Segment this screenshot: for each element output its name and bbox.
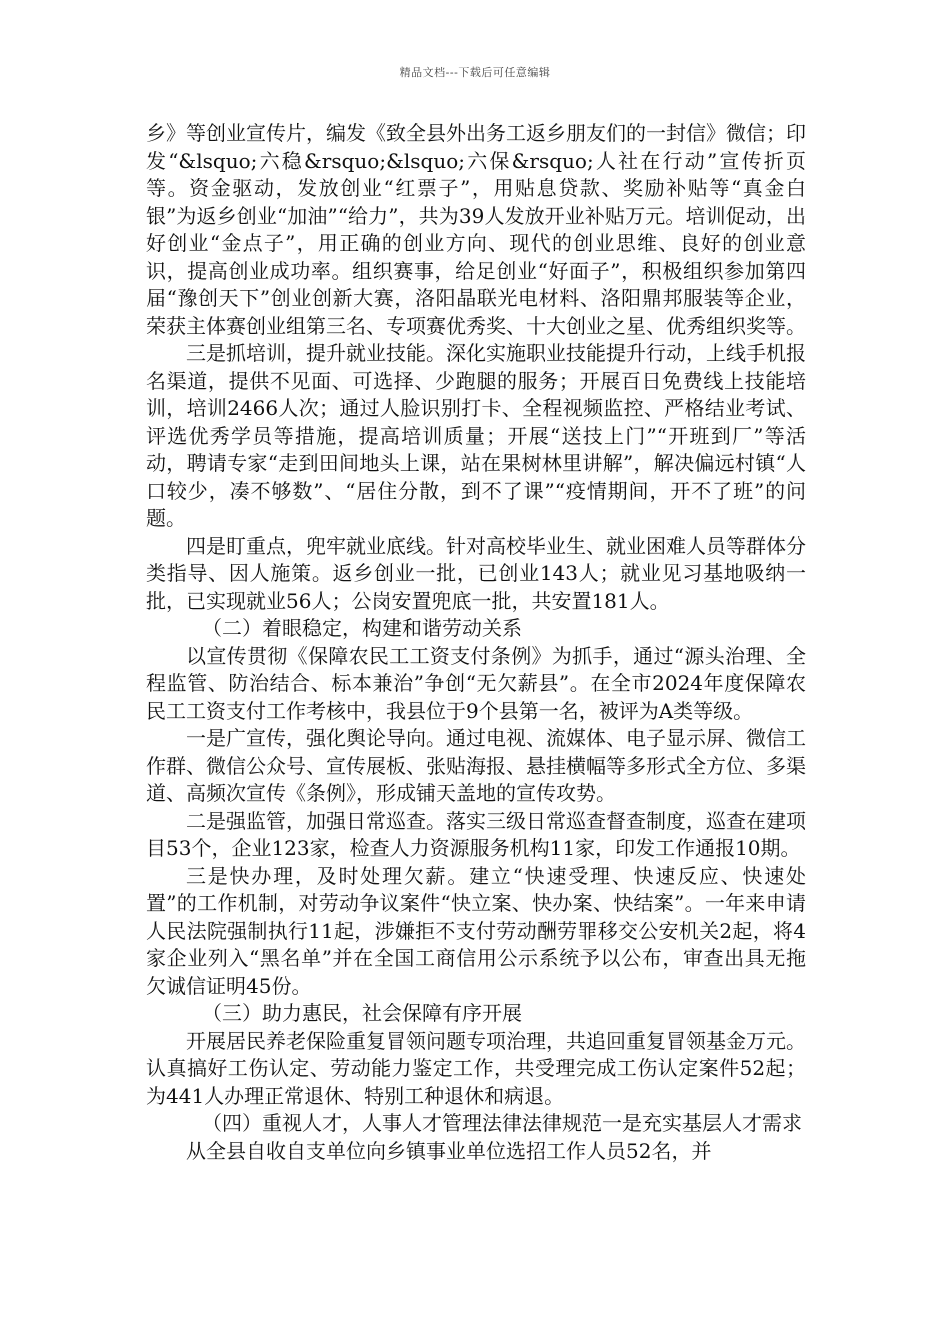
paragraph-continuation: 乡》等创业宣传片，编发《致全县外出务工返乡朋友们的一封信》微信；印发“&lsquo;六稳&rsquo;&lsquo;六保&rsquo;人社在行动”宣传折页等。资金驱动，发放创业“红票子”，用贴息贷款、奖励补贴等“真金白银”为返乡创业“加油”“给力”，共为39人发放开业补贴万元。培训促动，出好创业“金点子”，用正确的创业方向、现代的创业思维、良好的创业意识，提高创业成功率。组织赛事，给足创业“好面子”，积极组织参加第四届“豫创天下”创业创新大赛，洛阳晶联光电材料、洛阳鼎邦服装等企业，荣获主体赛创业组第三名、专项赛优秀奖、十大创业之星、优秀组织奖等。 [146, 121, 806, 338]
section-heading: （二）着眼稳定，构建和谐劳动关系 [202, 616, 522, 640]
paragraph: 以宣传贯彻《保障农民工工资支付条例》为抓手，通过“源头治理、全程监管、防治结合、标本兼治”争创“无欠薪县”。在全市2024年度保障农民工工资支付工作考核中，我县位于9个县第一名，被评为A类等级。 [146, 643, 806, 723]
paragraph: 三是快办理，及时处理欠薪。建立“快速受理、快速反应、快速处置”的工作机制，对劳动争议案件“快立案、快办案、快结案”。一年来申请人民法院强制执行11起，涉嫌拒不支付劳动酬劳罪移交公安机关2起，将4家企业列入“黑名单”并在全国工商信用公示系统予以公布，审查出具无拖欠诚信证明45份。 [146, 863, 806, 998]
paragraph: 四是盯重点，兜牢就业底线。针对高校毕业生、就业困难人员等群体分类指导、因人施策。返乡创业一批，已创业143人；就业见习基地吸纳一批，已实现就业56人；公岗安置兜底一批，共安置181人。 [146, 533, 806, 613]
section-heading: （三）助力惠民，社会保障有序开展 [202, 1001, 522, 1025]
paragraph: 二是强监管，加强日常巡查。落实三级日常巡查督查制度，巡查在建项目53个，企业123家，检查人力资源服务机构11家，印发工作通报10期。 [146, 808, 806, 860]
paragraph: 一是广宣传，强化舆论导向。通过电视、流媒体、电子显示屏、微信工作群、微信公众号、宣传展板、张贴海报、悬挂横幅等多形式全方位、多渠道、高频次宣传《条例》，形成铺天盖地的宣传攻势。 [146, 726, 806, 805]
document-body [146, 120, 806, 1165]
paragraph: 开展居民养老保险重复冒领问题专项治理，共追回重复冒领基金万元。认真搞好工伤认定、劳动能力鉴定工作，共受理完成工伤认定案件52起；为441人办理正常退休、特别工种退休和病退。 [146, 1028, 806, 1108]
page-header: 精品文档---下载后可任意编辑 [399, 66, 551, 79]
section-heading: （四）重视人才，人事人才管理法律法律规范一是充实基层人才需求 [202, 1111, 802, 1135]
paragraph: 三是抓培训，提升就业技能。深化实施职业技能提升行动，上线手机报名渠道，提供不见面、可选择、少跑腿的服务；开展百日免费线上技能培训，培训2466人次；通过人脸识别打卡、全程视频监控、严格结业考试、评选优秀学员等措施，提高培训质量；开展“送技上门”“开班到厂”等活动，聘请专家“走到田间地头上课，站在果树林里讲解”，解决偏远村镇“人口较少，凑不够数”、“居住分散，到不了课”“疫情期间，开不了班”的问题。 [146, 341, 806, 530]
paragraph: 从全县自收自支单位向乡镇事业单位选招工作人员52名，并 [186, 1138, 712, 1163]
